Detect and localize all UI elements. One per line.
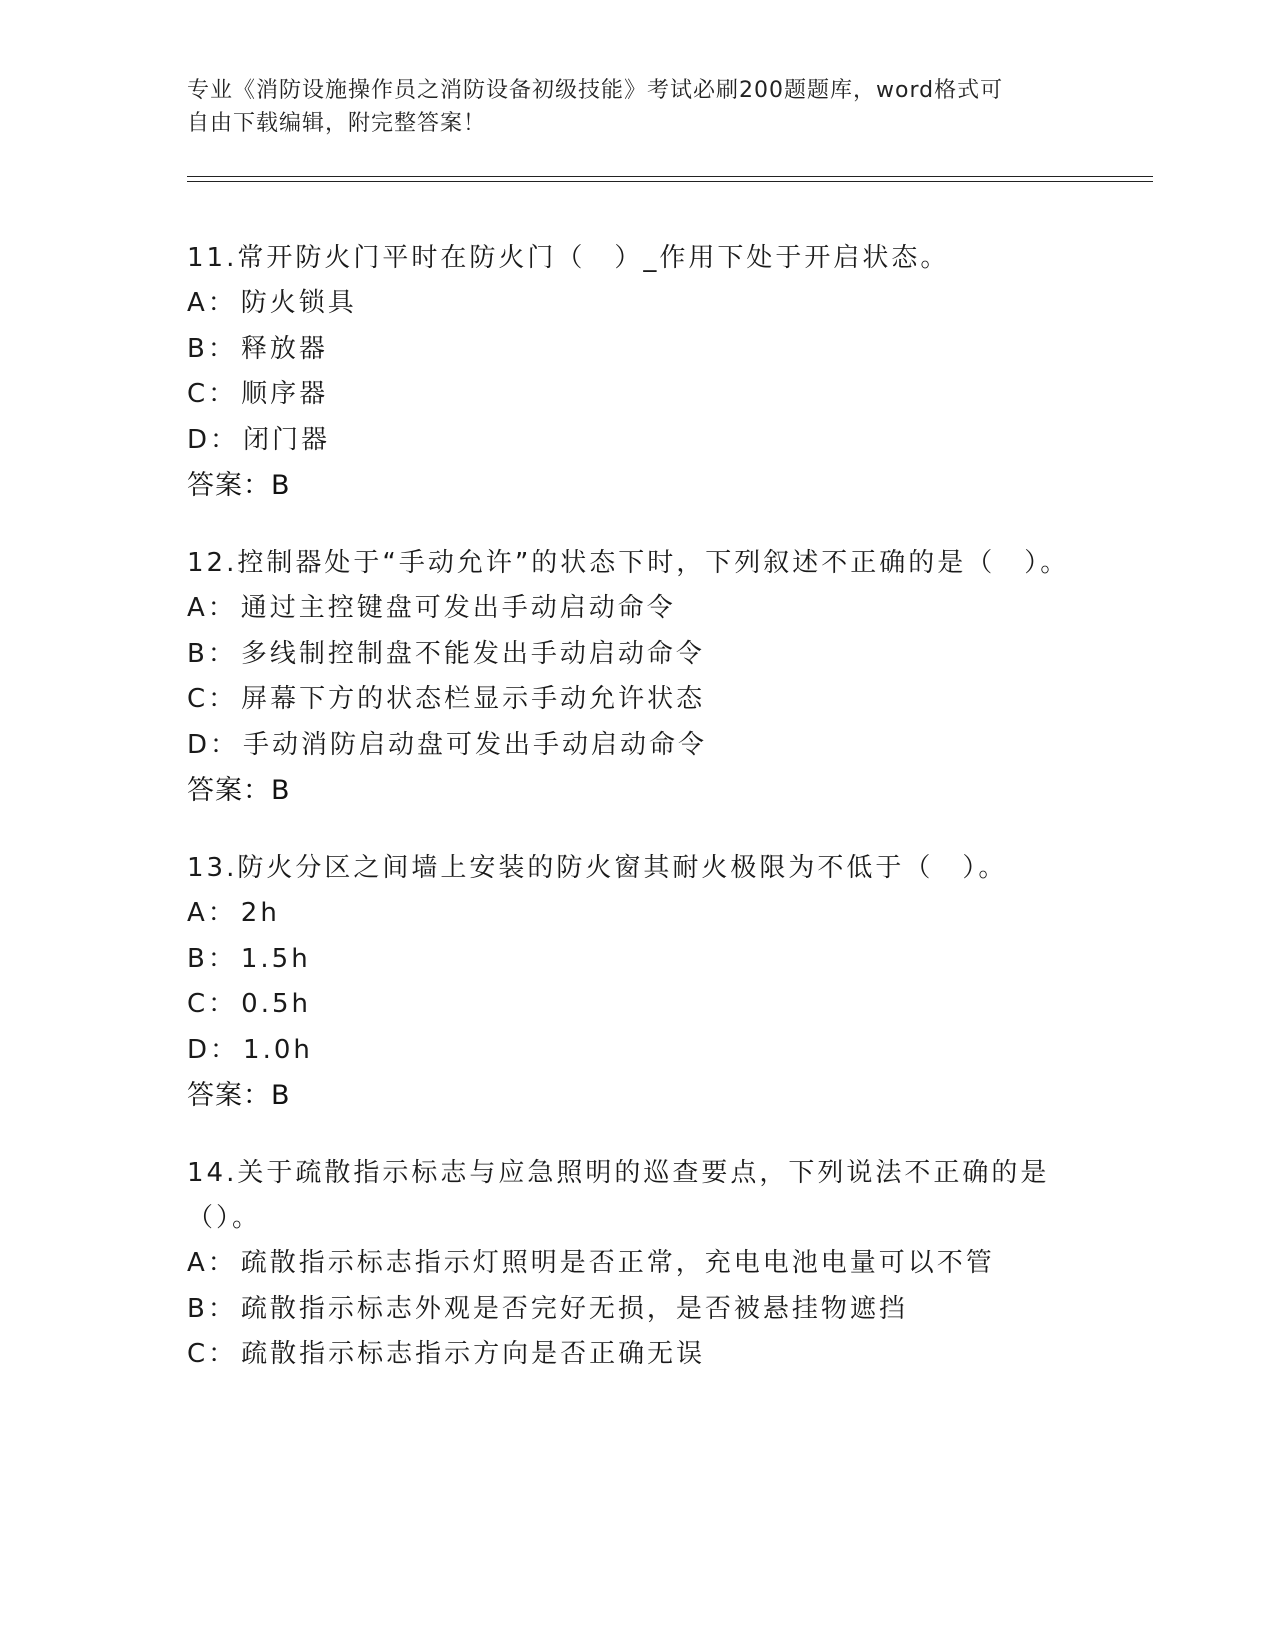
option-a	[187, 891, 1077, 937]
option-key: B：	[187, 943, 237, 974]
option-key: D：	[187, 729, 240, 760]
option-a	[187, 1241, 1077, 1287]
option-c	[187, 372, 1077, 418]
option-text: 多线制控制盘不能发出手动启动命令	[240, 638, 705, 669]
answer-label: 答案：B	[187, 1080, 291, 1111]
option-key: D：	[187, 1034, 240, 1065]
option-text: 顺序器	[241, 379, 329, 409]
option-key: D：	[187, 424, 240, 455]
option-text: 疏散指示标志外观是否完好无损，是否被悬挂物遮挡	[240, 1293, 908, 1324]
option-key: A：	[187, 898, 237, 928]
option-key: A：	[187, 288, 237, 318]
question-stem: 13.防火分区之间墙上安装的防火窗其耐火极限为不低于（ ）。	[187, 853, 1008, 883]
option-key: A：	[187, 593, 237, 623]
option-c	[187, 982, 1077, 1028]
question-list	[187, 236, 1077, 1411]
answer-label: 答案：B	[187, 470, 291, 501]
option-c	[187, 677, 1077, 723]
option-text: 1.5h	[240, 943, 311, 974]
option-d	[187, 418, 1077, 464]
option-key: B：	[187, 333, 237, 364]
option-text: 屏幕下方的状态栏显示手动允许状态	[241, 684, 706, 714]
option-key: C：	[187, 379, 238, 409]
question-11	[187, 236, 1077, 508]
option-key: B：	[187, 638, 237, 669]
document-header	[187, 74, 1067, 140]
option-text: 闭门器	[243, 424, 331, 455]
option-key: C：	[187, 989, 238, 1019]
option-key: C：	[187, 684, 238, 714]
option-d	[187, 723, 1077, 769]
option-text: 手动消防启动盘可发出手动启动命令	[243, 729, 708, 760]
header-line-2: 自由下载编辑，附完整答案！	[187, 111, 487, 136]
option-b	[187, 1287, 1077, 1333]
option-key: A：	[187, 1248, 237, 1278]
option-b	[187, 327, 1077, 373]
answer-label: 答案：B	[187, 775, 291, 806]
option-a	[187, 281, 1077, 327]
header-divider-bottom	[187, 181, 1153, 182]
option-b	[187, 632, 1077, 678]
question-14	[187, 1151, 1077, 1378]
question-stem: 11.常开防火门平时在防火门（ ）_作用下处于开启状态。	[187, 243, 950, 273]
option-text: 2h	[240, 898, 280, 928]
option-key: B：	[187, 1293, 237, 1324]
option-text: 疏散指示标志指示灯照明是否正常，充电电池电量可以不管	[240, 1248, 995, 1278]
option-a	[187, 586, 1077, 632]
option-text: 防火锁具	[240, 288, 357, 318]
question-13	[187, 846, 1077, 1118]
option-text: 0.5h	[241, 989, 311, 1019]
option-c	[187, 1332, 1077, 1378]
option-text: 疏散指示标志指示方向是否正确无误	[241, 1339, 706, 1369]
question-12	[187, 541, 1077, 813]
option-text: 通过主控键盘可发出手动启动命令	[240, 593, 676, 623]
option-key: C：	[187, 1339, 238, 1369]
option-text: 1.0h	[243, 1034, 313, 1065]
header-divider-top	[187, 176, 1153, 177]
option-text: 释放器	[240, 333, 328, 364]
option-b	[187, 937, 1077, 983]
question-stem: 14.关于疏散指示标志与应急照明的巡查要点，下列说法不正确的是（）。	[187, 1158, 1050, 1233]
question-stem: 12.控制器处于“手动允许”的状态下时，下列叙述不正确的是（ ）。	[187, 548, 1070, 578]
header-line-1: 专业《消防设施操作员之消防设备初级技能》考试必刷200题题库，word格式可	[187, 78, 1004, 103]
option-d	[187, 1028, 1077, 1074]
